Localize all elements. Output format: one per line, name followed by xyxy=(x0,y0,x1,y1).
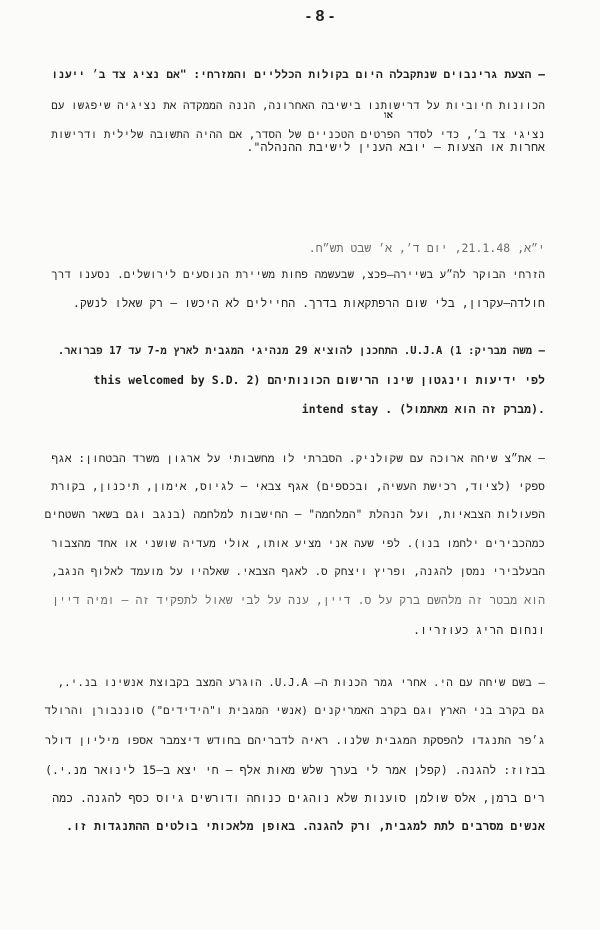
paragraph-5-line-3: ג׳פר התנגדו להפסקת המגבית שלנו. ראיה לדבריהם בחודש דיצמבר אספו מיליון דולר xyxy=(44,734,545,747)
paragraph-1-line-4: אחרות או הצעות – יובא הענין לישיבת ההנהלה". xyxy=(246,140,545,154)
paragraph-4-line-7: ונחום הריג כעוזריו. xyxy=(413,623,545,637)
paragraph-5-line-6: אנשים מסרבים לתת למגבית, ורק להגנה. באופן מלאכותי בולטים ההתנגדות זו. xyxy=(66,819,545,833)
paragraph-4-line-2: ספקי (לציוד, רכישת העשיה, ובכספים) אגף צבאי – לגיוס, אימון, תיכנון, בקורת xyxy=(51,480,545,493)
paragraph-1-line-1: – הצעת גרינבוים שנתקבלה היום בקולות הכלליים והמזרחי: "אם נציג צד ב׳ ייענו xyxy=(51,68,545,81)
paragraph-5-line-4: בבזוז: להגנה. (קפלן אמר לי בערך שלש מאות אלף – חי יצא ב–15 לינואר מנ.י.) xyxy=(45,763,545,777)
paragraph-1-line-2: הכוונות חיוביות על דרישותנו בישיבה האחרונה, הננה הממקדה את נציגיה שיפגשו עם xyxy=(51,99,545,112)
paragraph-3-line-3: intend stay . (מברק זה הוא מאתמול). xyxy=(301,402,545,416)
handwritten-insert-mark: או xyxy=(384,110,393,121)
paragraph-3-line-2: this welcomed by S.D. 2) לפי ידיעות וינגטון שינו הרישום הכונותיהם xyxy=(93,373,545,387)
paragraph-4-line-6: הוא מבטר זה מלהשם ברק על ס. דיין, ענה על לבי שאול לתפקיד זה – ומיה דיין xyxy=(52,593,545,607)
paragraph-5-line-1: – בשם שיחה עם הי. אחרי גמר הכנות ה– U.J.A. הוגרע המצב בקבוצת אנשינו בנ.י., xyxy=(57,676,545,689)
paragraph-5-line-2: גם בקרב בני הארץ וגם בקרב האמריקנים (אנשי המגבית ו"הידידים") סוננבורן והרולד xyxy=(44,704,545,717)
paragraph-2-line-2: הזרחי הבוקר לה״ע בשיירה–פכצ, שבעשמה פחות משיירת הנוסעים לירושלים. נסענו דרך xyxy=(51,268,545,281)
paragraph-3-line-1: – משה מבריק: 1) U.J.A. התחכנן להוציא 29 מנהיגי המגבית לארץ מ-7 עד 17 פברואר. xyxy=(57,345,545,357)
paragraph-4-line-1: – את״צ שיחה ארוכה עם שקולניק. הסברתי לו מחשבותי על ארגון משרד הבטחון: אגף xyxy=(51,452,545,465)
paragraph-4-line-5: הבעלבירי נמסן להגנה, ופריץ ויצחק ס. לאגף הצבאי. שאלהיו על מועמד לאלוף הנגב, xyxy=(51,565,545,578)
paragraph-1-line-3: נציגי צד ב׳, כדי לסדר הפרטים הטכניים של הסדר, אם ההיה התשובה שלילית ודרישות xyxy=(51,128,545,141)
paragraph-5-line-5: רים ברמן, אלס שולמן סוענות שלא נוהגים כנוחה ודורשים גיוס כסף להגנה. כמה xyxy=(52,791,545,805)
paragraph-2-line-3: חולדה–עקרון, בלי שום הרפתקאות בדרך. החיילים לא היכשו – רק שאלו לנשק. xyxy=(73,296,545,310)
paragraph-4-line-3: הפעולות הצבאיות, ועל הנהלת "המלחמה" – החישבות למלחמה (בנגב וגם בשאר השטחים xyxy=(44,508,545,521)
paragraph-4-line-4: כמהכבירים ילחמו בנו). לפי שעה אני מציע אותו, אולי מעדיה שושני או אחד מהצבור xyxy=(51,537,545,550)
paragraph-2-line-1: י״א, 21.1.48, יום ד׳, א׳ שבט תש״ח. xyxy=(308,241,545,255)
page-number: - 8 - xyxy=(305,8,335,25)
